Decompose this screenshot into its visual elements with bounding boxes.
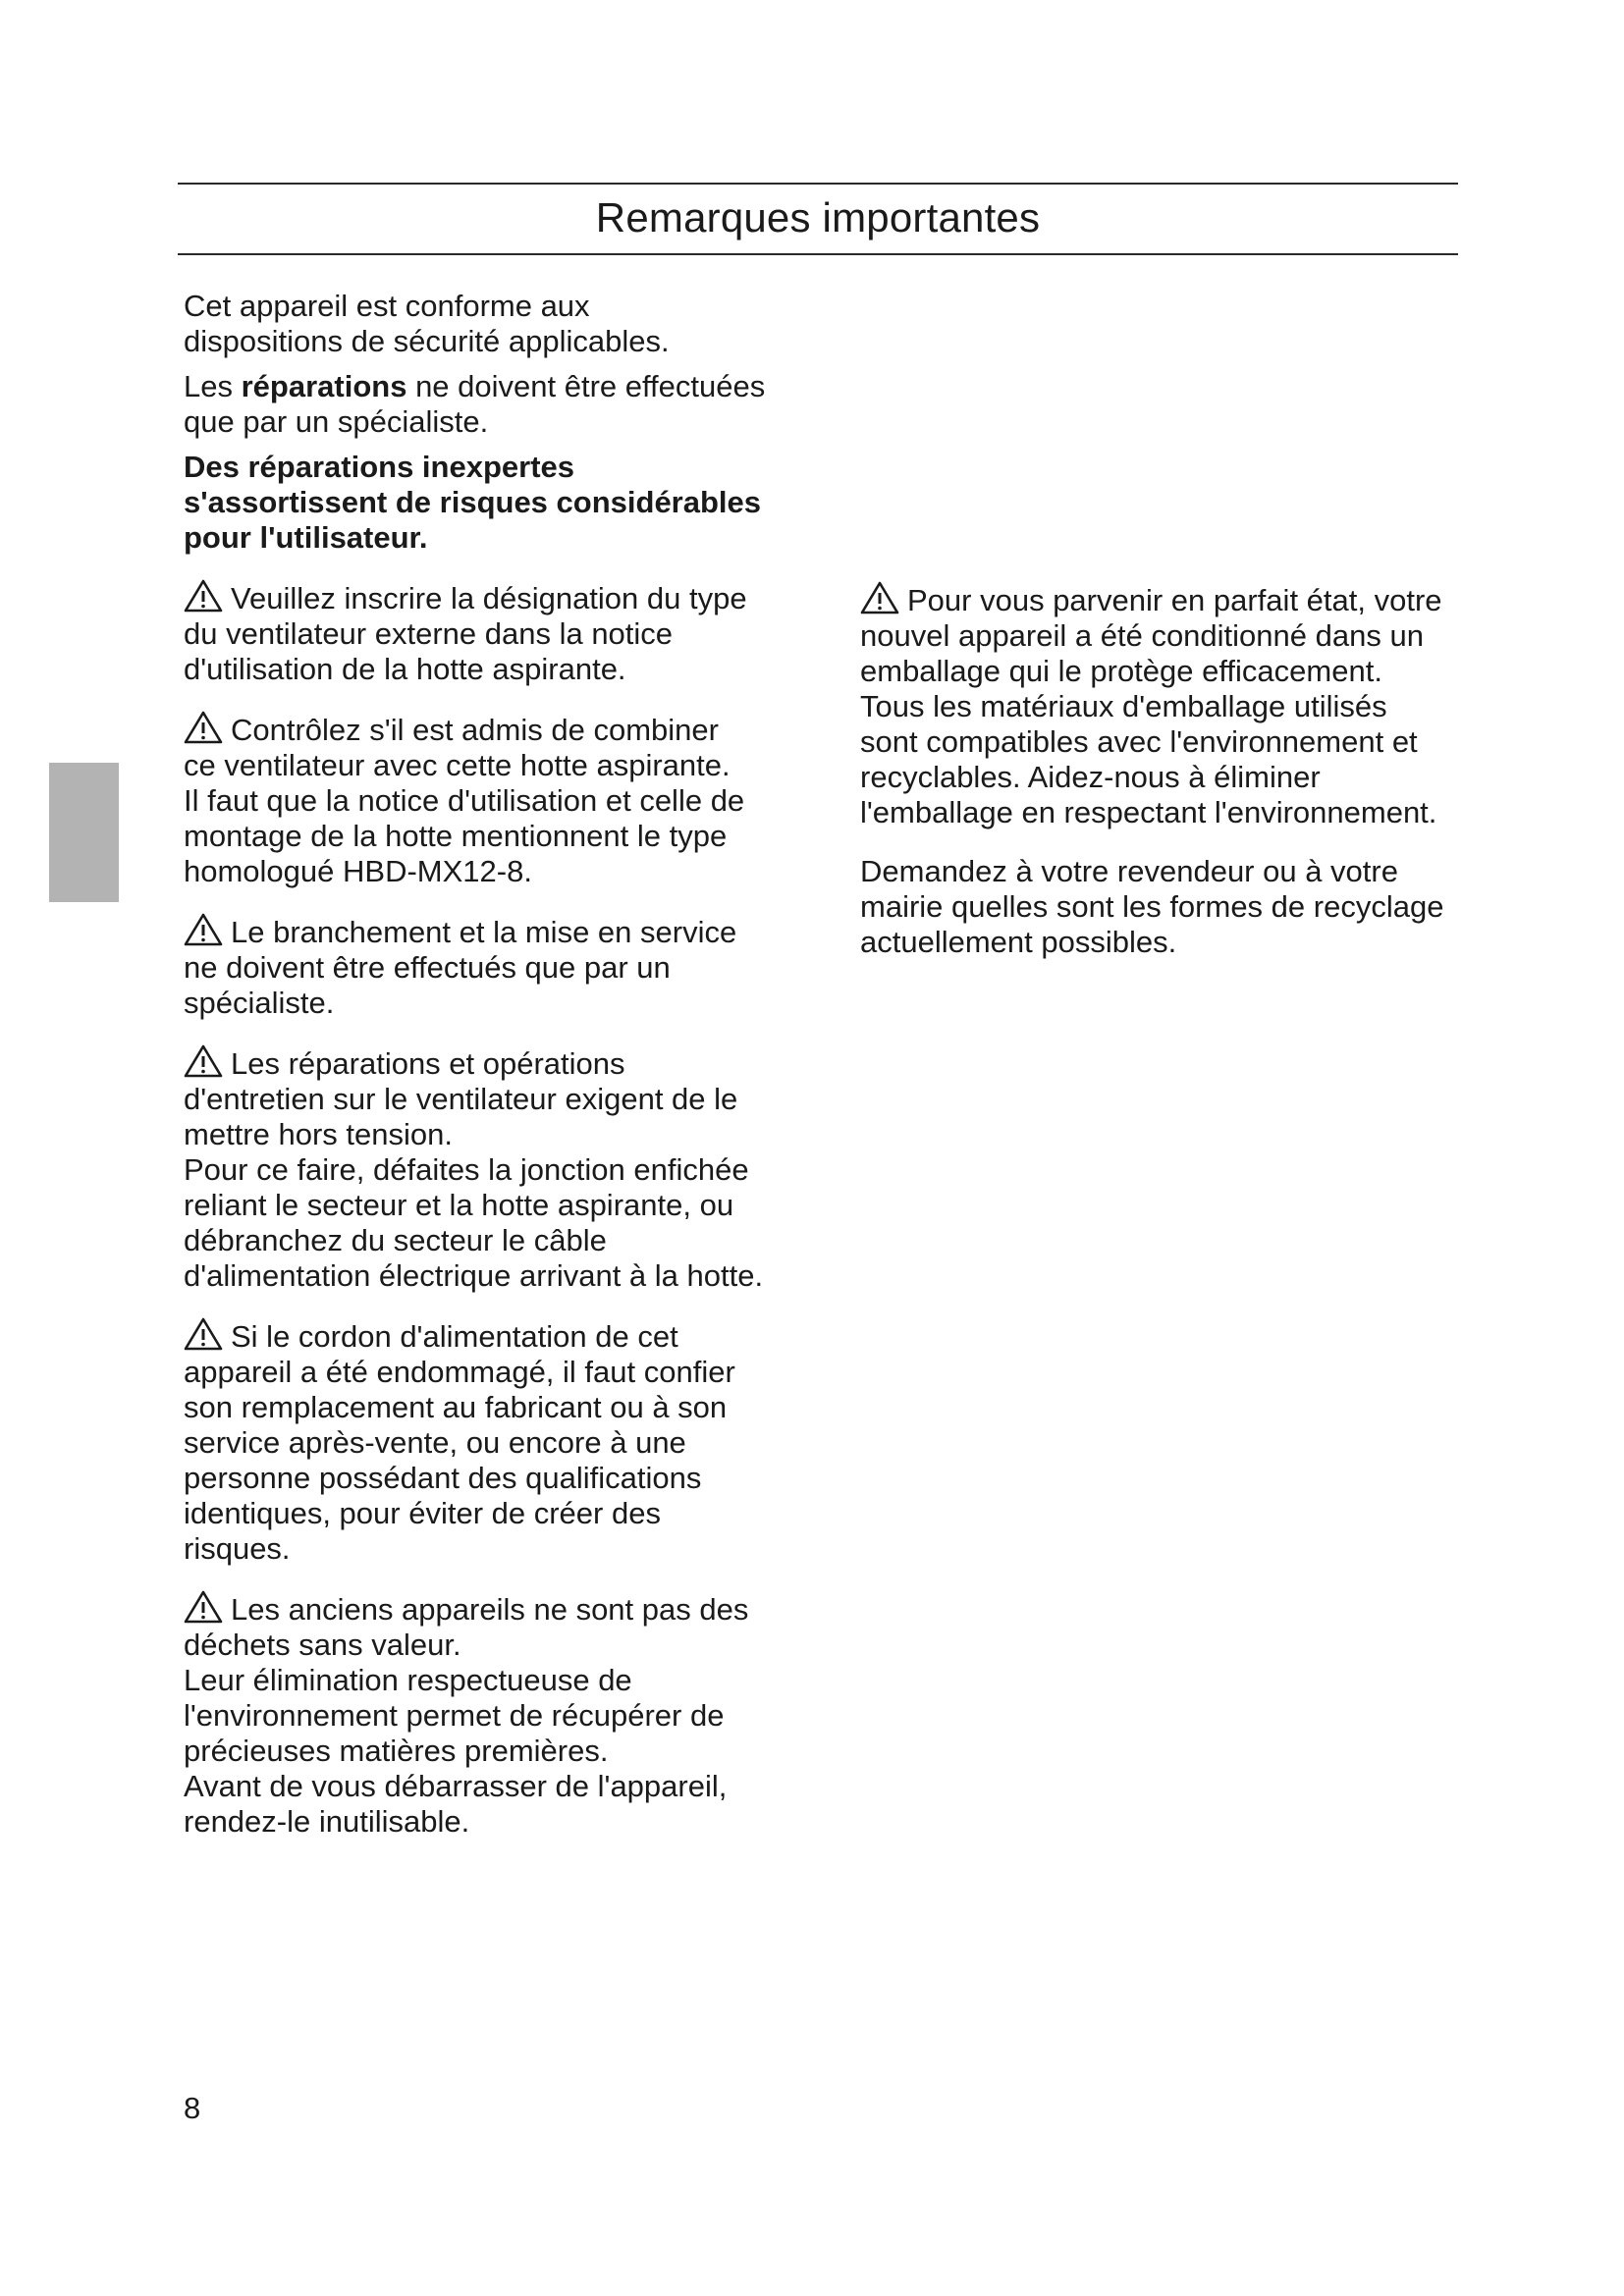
left-column — [184, 289, 812, 1863]
text-line: débranchez du secteur le câble — [184, 1223, 607, 1257]
warning-triangle-icon — [860, 581, 899, 614]
text-run: Pour vous parvenir en parfait état, votre — [907, 583, 1442, 617]
header-rule-bottom — [178, 253, 1458, 255]
text-run: Le branchement et la mise en service — [231, 915, 737, 949]
text-line: Avant de vous débarrasser de l'appareil, — [184, 1769, 728, 1803]
text-line — [184, 711, 812, 748]
text-line: service après-vente, ou encore à une — [184, 1425, 686, 1460]
text-line: ce ventilateur avec cette hotte aspirante. — [184, 748, 731, 782]
text-line: mairie quelles sont les formes de recyclage — [860, 889, 1444, 924]
section-tab-marker — [49, 763, 119, 902]
warning-paragraph-connection — [184, 913, 812, 1021]
warning-paragraph-old-appliances — [184, 1590, 812, 1840]
text-line: identiques, pour éviter de créer des — [184, 1496, 661, 1530]
warning-triangle-icon — [184, 711, 223, 744]
text-line — [184, 1044, 812, 1082]
text-line: emballage qui le protège efficacement. — [860, 654, 1382, 688]
text-run: ne doivent être effectuées — [406, 369, 766, 403]
text-run: Les anciens appareils ne sont pas des — [231, 1592, 749, 1627]
text-line: que par un spécialiste. — [184, 404, 489, 439]
warning-triangle-icon — [184, 579, 223, 613]
text-line: nouvel appareil a été conditionné dans un — [860, 618, 1424, 653]
text-line: Pour ce faire, défaites la jonction enfichée — [184, 1152, 749, 1187]
text-line: Demandez à votre revendeur ou à votre — [860, 854, 1398, 888]
text-line: s'assortissent de risques considérables — [184, 485, 762, 519]
page-title: Remarques importantes — [595, 194, 1041, 240]
text-line: montage de la hotte mentionnent le type — [184, 819, 728, 853]
text-line: sont compatibles avec l'environnement et — [860, 724, 1418, 759]
text-line: l'environnement permet de récupérer de — [184, 1698, 725, 1733]
text-line: homologué HBD-MX12-8. — [184, 854, 532, 888]
text-line — [184, 1590, 812, 1628]
text-line: Des réparations inexpertes — [184, 450, 575, 484]
text-line: Leur élimination respectueuse de — [184, 1663, 632, 1697]
text-line — [184, 579, 812, 616]
page-number: 8 — [184, 2091, 201, 2125]
text-line: spécialiste. — [184, 986, 335, 1020]
recycling-paragraph — [860, 854, 1489, 960]
text-run: Contrôlez s'il est admis de combiner — [231, 713, 719, 747]
text-line: l'emballage en respectant l'environnement. — [860, 795, 1437, 829]
text-line: mettre hors tension. — [184, 1117, 453, 1151]
emphasis-repairs: réparations — [241, 369, 407, 403]
warning-triangle-icon — [184, 1317, 223, 1351]
text-line: actuellement possibles. — [860, 925, 1177, 959]
text-line: déchets sans valeur. — [184, 1628, 461, 1662]
text-line — [860, 581, 1489, 618]
bold-warning-paragraph — [184, 450, 812, 556]
text-line: d'entretien sur le ventilateur exigent de le — [184, 1082, 738, 1116]
warning-paragraph-power-cord — [184, 1317, 812, 1567]
text-line: pour l'utilisateur. — [184, 520, 428, 555]
text-run: Veuillez inscrire la désignation du type — [231, 581, 747, 615]
intro-paragraph — [184, 289, 812, 359]
text-line: recyclables. Aidez-nous à éliminer — [860, 760, 1321, 794]
text-line: ne doivent être effectués que par un — [184, 950, 671, 985]
text-line: Tous les matériaux d'emballage utilisés — [860, 689, 1387, 723]
text-line — [184, 913, 812, 950]
text-line: Cet appareil est conforme aux — [184, 289, 590, 323]
text-run: Les réparations et opérations — [231, 1046, 625, 1081]
text-line: appareil a été endommagé, il faut confier — [184, 1355, 735, 1389]
text-line: rendez-le inutilisable. — [184, 1804, 470, 1839]
warning-paragraph-packaging — [860, 581, 1489, 830]
text-line — [184, 1317, 812, 1355]
warning-paragraph-type-designation — [184, 579, 812, 687]
text-line: Il faut que la notice d'utilisation et celle de — [184, 783, 745, 818]
warning-paragraph-compatibility — [184, 711, 812, 889]
right-column — [860, 581, 1489, 970]
text-line: d'utilisation de la hotte aspirante. — [184, 652, 626, 686]
text-line: dispositions de sécurité applicables. — [184, 324, 670, 358]
text-line: précieuses matières premières. — [184, 1734, 609, 1768]
text-run: Si le cordon d'alimentation de cet — [231, 1319, 678, 1354]
text-line: d'alimentation électrique arrivant à la hotte. — [184, 1258, 764, 1293]
warning-paragraph-maintenance — [184, 1044, 812, 1294]
warning-triangle-icon — [184, 1044, 223, 1078]
repairs-paragraph — [184, 369, 812, 440]
text-line: reliant le secteur et la hotte aspirante, ou — [184, 1188, 734, 1222]
text-line: son remplacement au fabricant ou à son — [184, 1390, 728, 1424]
text-line: du ventilateur externe dans la notice — [184, 616, 674, 651]
warning-triangle-icon — [184, 913, 223, 946]
warning-triangle-icon — [184, 1590, 223, 1624]
text-line: risques. — [184, 1531, 291, 1566]
text-line: personne possédant des qualifications — [184, 1461, 702, 1495]
header-rule-top — [178, 183, 1458, 185]
text-run: Les — [184, 369, 242, 403]
text-line — [184, 369, 812, 404]
